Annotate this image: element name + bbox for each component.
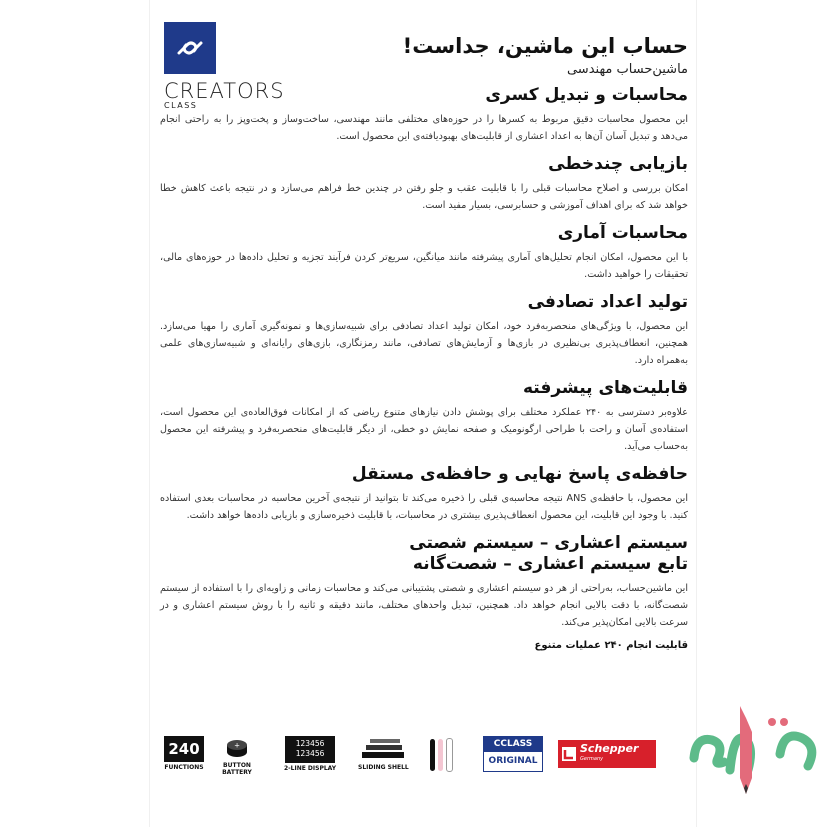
store-logo-icon (688, 700, 823, 800)
section-body: با این محصول، امکان انجام تحلیل‌های آماری پیشرفته مانند میانگین، سریع‌تر کردن فرآیند تجزیه و تحلیل داده‌ها در حوزه‌های مالی، تحقیقات را خواهید داشت. (160, 252, 688, 280)
schepper-name: Schepper (580, 742, 639, 755)
cclass-label: CCLASS (484, 737, 542, 752)
display-line-2: 123456 (295, 749, 325, 758)
battery-label-2: BATTERY (222, 769, 252, 776)
footer-note: قابلیت انجام ۲۴۰ عملیات متنوع (534, 640, 688, 651)
section-body: این محصول، با حافظه‌ی ANS نتیجه محاسبه‌ی قبلی را ذخیره می‌کند تا بتوانید از نتیجه‌ی آخرین محاسبه در محاسبات بعدی استفاده کنید. با وجود این قابلیت، این محصول انعطاف‌پذیری بیشتری در محاسبات، با قابلیت ذخیره‌سازی و بازیابی داده‌ها خواهد داشت. (160, 493, 688, 521)
section-body: علاوه‌بر دسترسی به ۲۴۰ عملکرد مختلف برای پوشش دادن نیازهای متنوع ریاضی که از امکانات فوق‌العاده‌ی این محصول است، استفاده‌ی آسان و راحت با طراحی ارگونومیک و صفحه نمایش دو خطی، از دیگر قابلیت‌های منحصربه‌فرد و پیشرفته این محصول به‌حساب می‌آید. (160, 407, 688, 452)
schepper-logo-icon (562, 747, 576, 761)
brand-sub: CLASS (164, 101, 198, 110)
page-title: حساب این ماشین، جداست! (402, 34, 688, 58)
display-badge (284, 736, 336, 772)
battery-badge (222, 736, 252, 776)
display-screen-icon (285, 736, 335, 763)
sliding-shell-icon (360, 736, 406, 762)
section-title: محاسبات و تبدیل کسری (485, 85, 688, 105)
page-subtitle: ماشین‌حساب مهندسی (566, 62, 688, 77)
original-label: ORIGINAL (488, 756, 538, 766)
description-content (160, 34, 688, 651)
shell-badge (358, 736, 409, 771)
section-body: این محصول محاسبات دقیق مربوط به کسرها را در حوزه‌های مختلفی مانند مهندسی، ساخت‌وساز و پخت‌وپز را به راحتی انجام می‌دهد و تبدیل آسان آن‌ها به اعداد اعشاری از قابلیت‌های بهبودیافته‌ی این محصول است. (160, 114, 688, 142)
section-title: حافظه‌ی پاسخ نهایی و حافظه‌ی مستقل (351, 464, 688, 484)
color-swatch-black (430, 739, 435, 771)
color-swatch-pink (438, 739, 443, 771)
color-swatch-white (446, 738, 453, 772)
cclass-original-badge (483, 736, 543, 772)
shell-label: SLIDING SHELL (358, 764, 409, 771)
button-battery-icon (222, 736, 252, 760)
functions-count: 240 (164, 736, 204, 762)
display-line-1: 123456 (295, 739, 325, 748)
color-options (430, 738, 453, 772)
schepper-badge (558, 740, 656, 768)
schepper-country: Germany (580, 756, 604, 762)
functions-badge (164, 736, 204, 771)
display-label: 2-LINE DISPLAY (284, 765, 337, 772)
svg-text:+: + (234, 741, 240, 750)
functions-label: FUNCTIONS (164, 764, 204, 771)
section-body: این محصول، با ویژگی‌های منحصربه‌فرد خود، امکان تولید اعداد تصادفی برای شبیه‌سازی‌ها و نمونه‌گیری آماری را مهیا می‌سازد. همچنین، انعطاف‌پذیری بی‌نظیری در بازی‌ها و آزمایش‌های تصادفی، مانند رمزنگاری، بازی‌های رایانه‌ای و شبیه‌سازی‌های علمی به‌همراه دارد. (160, 321, 688, 366)
section-title: سیستم اعشاری – سیستم شصتی تابع سیستم اعشاری – شصت‌گانه (409, 533, 688, 574)
section-title: بازیابی چندخطی (548, 154, 688, 174)
section-body: این ماشین‌حساب، به‌راحتی از هر دو سیستم اعشاری و شصتی پشتیبانی می‌کند و محاسبات زمانی و زاویه‌ای را با استفاده از سیستم شصت‌گانه، با دقت بالایی انجام خواهد داد. همچنین، تبدیل واحدهای مختلف، مانند دقیقه و ثانیه را با روش سیستم اعشاری و در سرعت بالایی امکان‌پذیر می‌کند. (160, 583, 688, 628)
brand-name: CREATORS (164, 79, 285, 103)
section-title: محاسبات آماری (557, 223, 688, 243)
battery-label-1: BUTTON (223, 762, 251, 769)
section-body: امکان بررسی و اصلاح محاسبات قبلی را با قابلیت عقب و جلو رفتن در چندین خط فراهم می‌سازد و در نتیجه باعث کاهش خطا خواهد شد که برای اهداف آموزشی و حسابرسی، بسیار مفید است. (160, 183, 688, 211)
section-title: قابلیت‌های پیشرفته (522, 378, 688, 398)
section-title: تولید اعداد تصادفی (527, 292, 688, 312)
feature-badges (160, 736, 660, 782)
